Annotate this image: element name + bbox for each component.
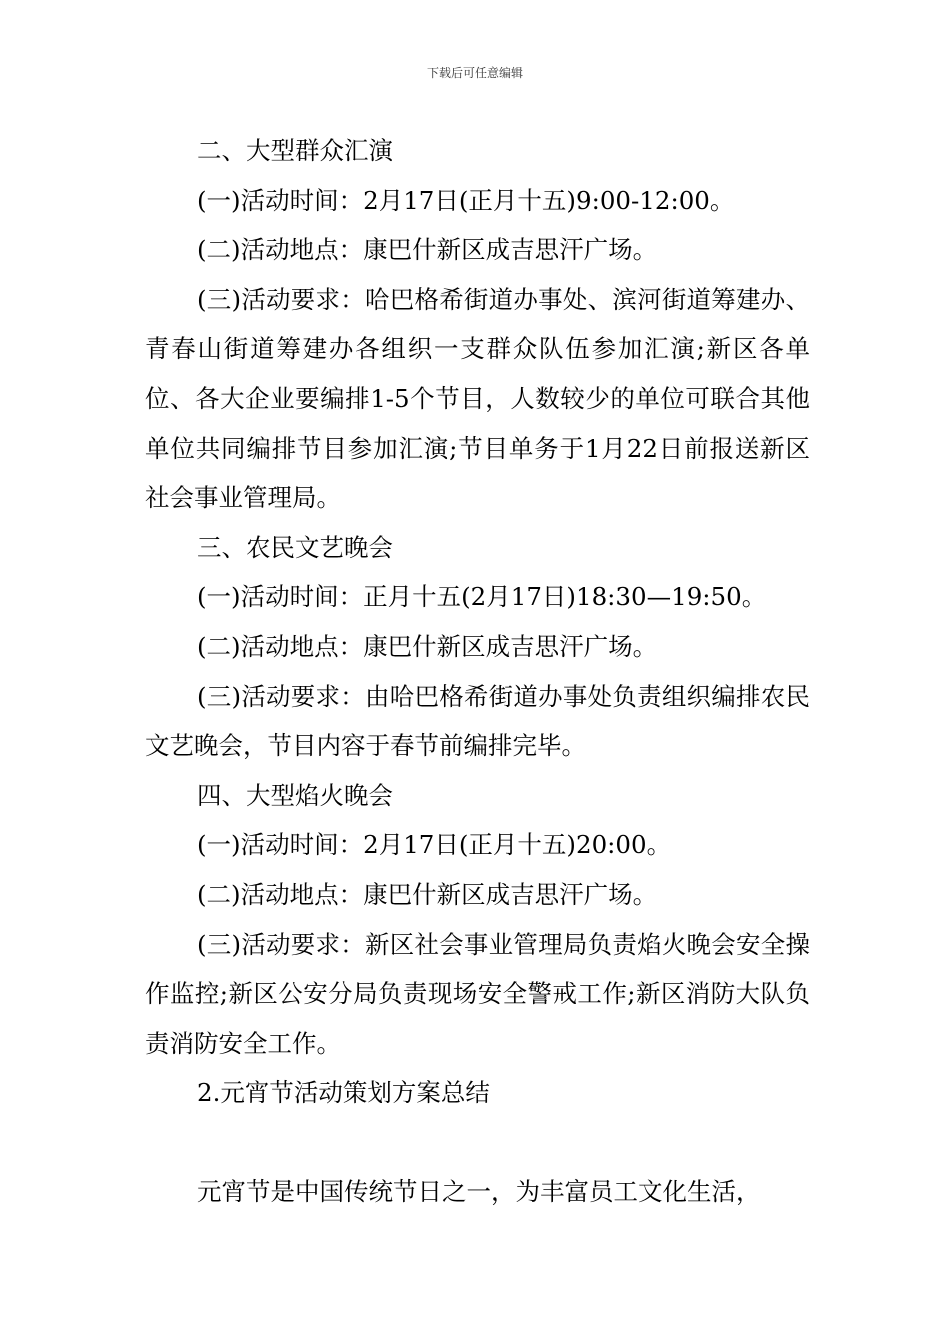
summary-heading: 2.元宵节活动策划方案总结 <box>197 1078 490 1108</box>
section-heading-4: 四、大型焰火晚会 <box>197 780 393 810</box>
activity-requirements-2: (三)活动要求：哈巴格希街道办事处、滨河街道筹建办、青春山街道筹建办各组织一支群众队伍参加汇演;新区各单位、各大企业要编排1-5个节目，人数较少的单位可联合其他单位共同编排节目参加汇演;节目单务于1月22日前报送新区社会事业管理局。 <box>145 284 810 513</box>
activity-requirements-4: (三)活动要求：新区社会事业管理局负责焰火晚会安全操作监控;新区公安分局负责现场安全警戒工作;新区消防大队负责消防安全工作。 <box>145 929 810 1058</box>
section-heading-2: 二、大型群众汇演 <box>197 136 393 165</box>
section-heading-3: 三、农民文艺晚会 <box>197 532 393 562</box>
summary-intro: 元宵节是中国传统节日之一，为丰富员工文化生活， <box>197 1177 761 1207</box>
document-body <box>145 126 810 1217</box>
activity-time-2: (一)活动时间：2月17日(正月十五)9:00-12:00。 <box>197 185 735 215</box>
activity-requirements-3: (三)活动要求：由哈巴格希街道办事处负责组织编排农民文艺晚会，节目内容于春节前编排完毕。 <box>145 681 810 761</box>
activity-time-3: (一)活动时间：正月十五(2月17日)18:30—19:50。 <box>197 582 767 612</box>
activity-time-4: (一)活动时间：2月17日(正月十五)20:00。 <box>197 830 672 860</box>
blank-line <box>145 1118 810 1168</box>
activity-location-3: (二)活动地点：康巴什新区成吉思汗广场。 <box>197 631 658 661</box>
activity-location-2: (二)活动地点：康巴什新区成吉思汗广场。 <box>197 235 658 265</box>
page-header: 下载后可任意编辑 <box>426 66 523 80</box>
activity-location-4: (二)活动地点：康巴什新区成吉思汗广场。 <box>197 879 658 909</box>
